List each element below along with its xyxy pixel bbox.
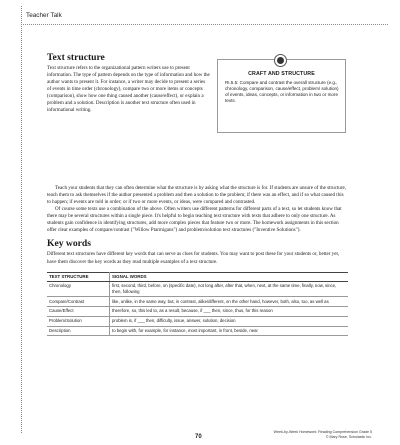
table-header-row: [47, 272, 348, 281]
signal-words-table: [47, 272, 348, 337]
table-cell-structure: Problem/Solution: [47, 316, 110, 326]
header-label: Teacher Talk: [26, 12, 62, 19]
dotted-margin-left: [21, 6, 22, 433]
table-row: [47, 326, 348, 336]
main-content: [47, 53, 347, 336]
intro-text-column: [47, 65, 210, 114]
table-header-structure: TEXT STRUCTURE: [47, 272, 110, 281]
section-title-text-structure: Text structure: [47, 52, 105, 63]
table-header-signal-words: SIGNAL WORDS: [110, 272, 349, 281]
footer-credits: [274, 430, 372, 439]
table-cell-structure: Cause/Effect: [47, 306, 110, 316]
paragraph-3: Of course some texts use a combination of the above. Often writers use different patterns for different parts of a text, so let students know that there may be several structures within a single piece. It's helpful to begin teaching text structure with texts that adhere to only one structure. As students gain confidence in identifying structures, add more complex pieces that feature two or more. The homework assignments in this section offer clear examples of compare/contrast ("Willow Ptarmigans") and problem/solution text structures ("Inventive Solutions").: [47, 206, 342, 234]
table-row: [47, 297, 348, 307]
table-cell-signal-words: therefore, so, this led to, as a result, because, if ___ then, since, thus, for this reason: [110, 306, 349, 316]
table-row: [47, 316, 348, 326]
standard-title: CRAFT AND STRUCTURE: [248, 71, 315, 77]
table-cell-structure: Chronology: [47, 281, 110, 297]
table-cell-signal-words: to begin with, for example, for instance, most important, in front, beside, near: [110, 326, 349, 336]
standard-box: [217, 59, 346, 133]
intro-paragraph: Text structure refers to the organizational pattern writers use to present information. The type of pattern depends on the type of information and how the author wants to present it. For instance, a writer may decide to present a series of events in time order (chronology), compare two or more items or concepts (comparison), show how one thing caused another (cause/effect), or explain a problem and a solution. Description is another text structure often used in informational writing.: [47, 65, 210, 114]
section-title-key-words: Key words: [47, 238, 91, 250]
footer-line-2: © Mary Rose, Scholastic Inc.: [325, 434, 372, 439]
table-cell-signal-words: like, unlike, in the same way, but, in contrast, alike/different, on the other hand, however, both, also, too, as well as: [110, 297, 349, 307]
table-row: [47, 306, 348, 316]
table-cell-signal-words: first, second, third, before, on (specific date), not long after, after that, when, next, at the same time, finally, now, since, then, following: [110, 281, 349, 297]
key-words-paragraph: Different text structures have different key words that can serve as clues for students. You may want to post these for your students or, better yet, have them discover the key words as they read multiple examples of a text structure.: [47, 251, 340, 265]
table-cell-structure: Compare/Contrast: [47, 297, 110, 307]
table-row: [47, 281, 348, 297]
standard-text: RI.5.5: Compare and contrast the overall structure (e.g., chronology, comparison, cause/effect, problem/ solution) of events, ideas, concepts, or information in two or more texts.: [225, 80, 339, 104]
paragraph-2: Teach your students that they can often determine what the structure is by asking what the structure is for. If students are unsure of the structure, teach them to ask themselves if the author presented a problem and then a solution to the problem; if there was an effect, and if so what caused this to happen; if events are told in order; or if two or more events, or ideas, were compared and contrasted.: [47, 185, 347, 206]
table-cell-signal-words: problem is, if ___ then, difficulty, issue, answer, solution, decision: [110, 316, 349, 326]
intro-section: [47, 53, 347, 185]
table-cell-structure: Description: [47, 326, 110, 336]
page-number: 70: [195, 434, 202, 440]
footer-line-1: Week-by-Week Homework: Reading Comprehension Grade 5: [273, 430, 372, 434]
standard-badge-icon: [274, 54, 287, 67]
dotted-margin-top: [21, 24, 388, 25]
